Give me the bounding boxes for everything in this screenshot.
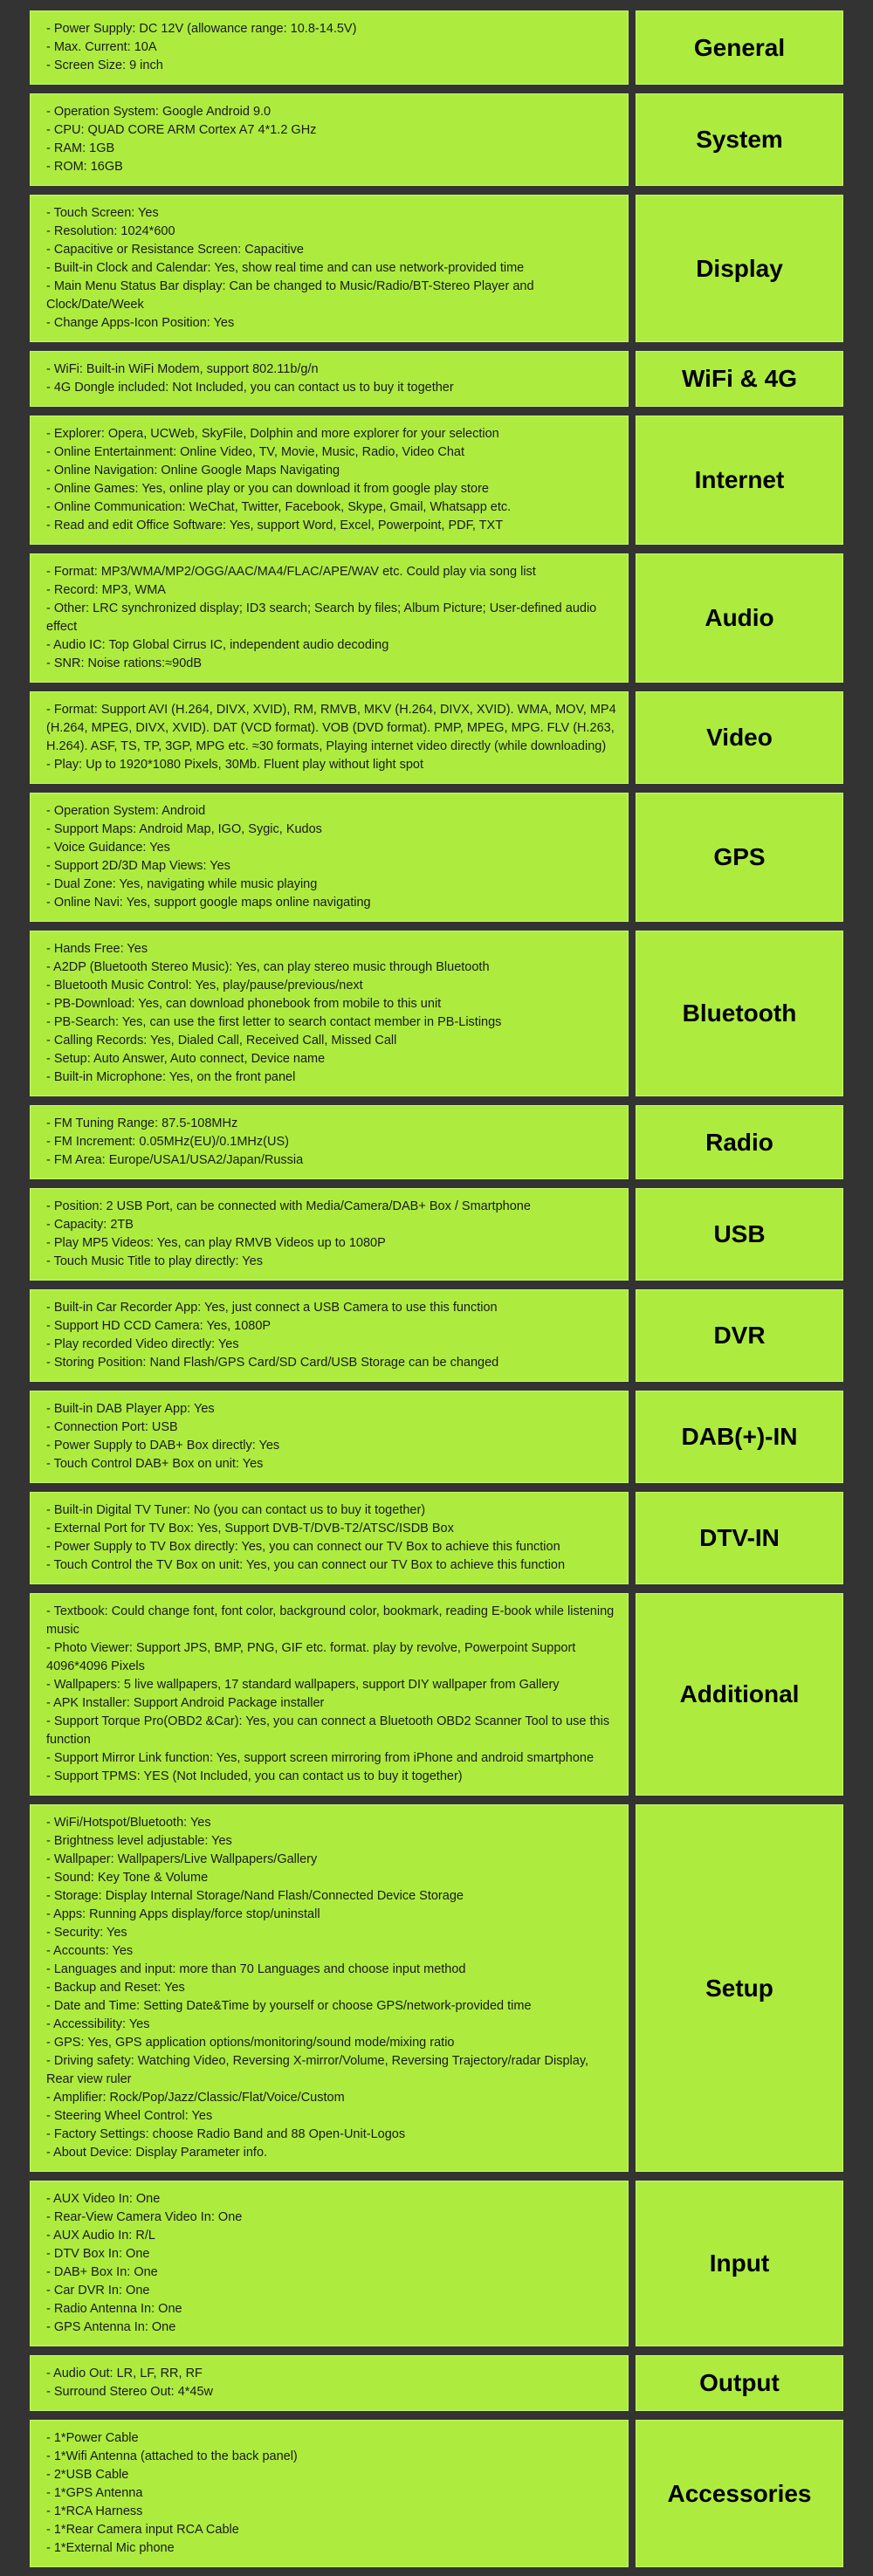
spec-line: - 1*External Mic phone <box>46 2541 175 2555</box>
spec-line: - Hands Free: Yes <box>46 942 148 956</box>
spec-line: - Audio Out: LR, LF, RR, RF <box>46 2366 203 2380</box>
spec-details <box>30 1593 629 1796</box>
spec-line: - Setup: Auto Answer, Auto connect, Device name <box>46 1052 326 1066</box>
spec-line: - 1*RCA Harness <box>46 2504 143 2518</box>
spec-category-title: Input <box>636 2181 843 2346</box>
spec-line: - Date and Time: Setting Date&Time by yourself or choose GPS/network-provided time <box>46 1999 532 2013</box>
spec-line: - Storage: Display Internal Storage/Nand Flash/Connected Device Storage <box>46 1889 464 1903</box>
spec-line: - Steering Wheel Control: Yes <box>46 2109 213 2123</box>
spec-line: - Built-in Digital TV Tuner: No (you can contact us to buy it together) <box>46 1503 426 1517</box>
spec-details <box>30 2355 629 2411</box>
spec-details <box>30 416 629 545</box>
spec-line: - FM Tuning Range: 87.5-108MHz <box>46 1116 238 1130</box>
spec-details <box>30 351 629 407</box>
spec-line: - Rear-View Camera Video In: One <box>46 2210 243 2224</box>
spec-line: - WiFi: Built-in WiFi Modem, support 802.11b/g/n <box>46 362 319 376</box>
spec-line: - PB-Search: Yes, can use the first letter to search contact member in PB-Listings <box>46 1015 502 1029</box>
spec-line: - PB-Download: Yes, can download phonebook from mobile to this unit <box>46 997 442 1011</box>
spec-row <box>30 2355 861 2411</box>
spec-category-title: System <box>636 93 843 186</box>
spec-category-title: DVR <box>636 1289 843 1382</box>
spec-category-title: Output <box>636 2355 843 2411</box>
spec-line: - 2*USB Cable <box>46 2468 129 2482</box>
spec-line: - Support Maps: Android Map, IGO, Sygic, Kudos <box>46 822 322 836</box>
spec-line: - Touch Control DAB+ Box on unit: Yes <box>46 1457 264 1471</box>
spec-row <box>30 1105 861 1179</box>
spec-details <box>30 1804 629 2172</box>
spec-line: - FM Area: Europe/USA1/USA2/Japan/Russia <box>46 1153 304 1167</box>
spec-row <box>30 793 861 922</box>
spec-line: - 1*Wifi Antenna (attached to the back panel) <box>46 2449 298 2463</box>
spec-line: - Play MP5 Videos: Yes, can play RMVB Videos up to 1080P <box>46 1236 386 1250</box>
spec-line: - WiFi/Hotspot/Bluetooth: Yes <box>46 1816 211 1830</box>
spec-line: - Support TPMS: YES (Not Included, you can contact us to buy it together) <box>46 1769 463 1783</box>
spec-line: - Touch Control the TV Box on unit: Yes, you can connect our TV Box to achieve this function <box>46 1558 566 1572</box>
spec-category-title: Radio <box>636 1105 843 1179</box>
spec-line: - SNR: Noise rations:≈90dB <box>46 656 203 670</box>
spec-row <box>30 1492 861 1584</box>
spec-line: - Built-in Microphone: Yes, on the front panel <box>46 1070 296 1084</box>
spec-line: - Support HD CCD Camera: Yes, 1080P <box>46 1319 272 1333</box>
spec-line: - Online Games: Yes, online play or you can download it from google play store <box>46 482 489 496</box>
spec-line: - External Port for TV Box: Yes, Support DVB-T/DVB-T2/ATSC/ISDB Box <box>46 1522 454 1535</box>
spec-category-title: General <box>636 10 843 85</box>
spec-details <box>30 691 629 784</box>
spec-details <box>30 93 629 186</box>
spec-line: - Main Menu Status Bar display: Can be changed to Music/Radio/BT-Stereo Player and Clock/Date/Week <box>46 279 534 312</box>
spec-row <box>30 691 861 784</box>
spec-line: - Capacity: 2TB <box>46 1218 134 1232</box>
spec-line: - Built-in Clock and Calendar: Yes, show real time and can use network-provided time <box>46 261 525 275</box>
spec-line: - Built-in DAB Player App: Yes <box>46 1402 215 1416</box>
spec-line: - Built-in Car Recorder App: Yes, just connect a USB Camera to use this function <box>46 1301 498 1315</box>
spec-details <box>30 195 629 342</box>
spec-category-title: DTV-IN <box>636 1492 843 1584</box>
spec-details <box>30 1391 629 1483</box>
spec-details <box>30 2420 629 2567</box>
spec-line: - Online Navi: Yes, support google maps online navigating <box>46 896 371 910</box>
spec-line: - Accessibility: Yes <box>46 2017 150 2031</box>
spec-line: - Connection Port: USB <box>46 1420 178 1434</box>
spec-line: - Support 2D/3D Map Views: Yes <box>46 859 230 873</box>
spec-row <box>30 1188 861 1281</box>
spec-line: - CPU: QUAD CORE ARM Cortex A7 4*1.2 GHz <box>46 123 317 137</box>
spec-line: - Power Supply to TV Box directly: Yes, you can connect our TV Box to achieve this function <box>46 1540 560 1554</box>
spec-row <box>30 2420 861 2567</box>
spec-line: - AUX Audio In: R/L <box>46 2229 155 2243</box>
spec-details <box>30 2181 629 2346</box>
spec-line: - Driving safety: Watching Video, Reversing X-mirror/Volume, Reversing Trajectory/radar Display, Rear view ruler <box>46 2054 589 2086</box>
spec-line: - Change Apps-Icon Position: Yes <box>46 316 235 330</box>
spec-line: - 4G Dongle included: Not Included, you can contact us to buy it together <box>46 381 454 395</box>
spec-line: - DTV Box In: One <box>46 2247 150 2261</box>
spec-category-title: USB <box>636 1188 843 1281</box>
spec-details <box>30 793 629 922</box>
spec-details <box>30 10 629 85</box>
spec-line: - Online Navigation: Online Google Maps Navigating <box>46 464 340 477</box>
spec-line: - Record: MP3, WMA <box>46 583 166 597</box>
spec-line: - AUX Video In: One <box>46 2192 161 2206</box>
spec-line: - APK Installer: Support Android Package installer <box>46 1696 325 1710</box>
spec-line: - Other: LRC synchronized display; ID3 search; Search by files; Album Picture; User-defined audio effect <box>46 601 597 634</box>
spec-row <box>30 416 861 545</box>
spec-category-title: WiFi & 4G <box>636 351 843 407</box>
spec-line: - Position: 2 USB Port, can be connected with Media/Camera/DAB+ Box / Smartphone <box>46 1199 531 1213</box>
spec-line: - Resolution: 1024*600 <box>46 224 175 238</box>
spec-details <box>30 553 629 683</box>
spec-line: - Format: Support AVI (H.264, DIVX, XVID), RM, RMVB, MKV (H.264, DIVX, XVID). WMA, MOV, MP4 (H.264, MPEG, DIVX, XVID). DAT (VCD format). VOB (DVD format). PMP, MPEG, MPG. FLV (H.263, H.264). ASF, TS, TP, 3GP, MPG etc. ≈30 formats, Playing internet video directly (while downloading) <box>46 703 616 753</box>
spec-line: - 1*Rear Camera input RCA Cable <box>46 2523 239 2537</box>
spec-row <box>30 1593 861 1796</box>
spec-category-title: Setup <box>636 1804 843 2172</box>
spec-row <box>30 195 861 342</box>
spec-line: - Screen Size: 9 inch <box>46 58 163 72</box>
spec-line: - Touch Music Title to play directly: Yes <box>46 1254 263 1268</box>
spec-category-title: Video <box>636 691 843 784</box>
spec-line: - Play: Up to 1920*1080 Pixels, 30Mb. Fluent play without light spot <box>46 758 424 772</box>
spec-line: - Factory Settings: choose Radio Band and 88 Open-Unit-Logos <box>46 2127 406 2141</box>
spec-row <box>30 351 861 407</box>
spec-line: - Dual Zone: Yes, navigating while music playing <box>46 877 318 891</box>
spec-details <box>30 1188 629 1281</box>
spec-category-title: Internet <box>636 416 843 545</box>
spec-line: - Format: MP3/WMA/MP2/OGG/AAC/MA4/FLAC/APE/WAV etc. Could play via song list <box>46 565 536 579</box>
spec-category-title: Accessories <box>636 2420 843 2567</box>
spec-category-title: Bluetooth <box>636 931 843 1096</box>
spec-line: - Wallpapers: 5 live wallpapers, 17 standard wallpapers, support DIY wallpaper from Gallery <box>46 1678 560 1692</box>
spec-row <box>30 1289 861 1382</box>
spec-line: - Wallpaper: Wallpapers/Live Wallpapers/Gallery <box>46 1852 318 1866</box>
spec-line: - Operation System: Android <box>46 804 206 818</box>
spec-line: - Surround Stereo Out: 4*45w <box>46 2385 214 2399</box>
spec-row <box>30 553 861 683</box>
spec-line: - DAB+ Box In: One <box>46 2265 158 2279</box>
spec-details <box>30 1105 629 1179</box>
spec-line: - RAM: 1GB <box>46 141 115 155</box>
spec-line: - Power Supply to DAB+ Box directly: Yes <box>46 1439 280 1453</box>
spec-row <box>30 2181 861 2346</box>
spec-details <box>30 1492 629 1584</box>
spec-line: - Power Supply: DC 12V (allowance range: 10.8-14.5V) <box>46 22 357 36</box>
spec-category-title: Display <box>636 195 843 342</box>
spec-line: - Support Mirror Link function: Yes, support screen mirroring from iPhone and android smartphone <box>46 1751 595 1765</box>
spec-row <box>30 931 861 1096</box>
spec-line: - Accounts: Yes <box>46 1944 134 1958</box>
spec-line: - Bluetooth Music Control: Yes, play/pause/previous/next <box>46 979 363 993</box>
spec-line: - Sound: Key Tone & Volume <box>46 1871 209 1885</box>
spec-line: - Play recorded Video directly: Yes <box>46 1337 239 1351</box>
spec-line: - 1*Power Cable <box>46 2431 139 2445</box>
spec-line: - Online Communication: WeChat, Twitter, Facebook, Skype, Gmail, Whatsapp etc. <box>46 500 512 514</box>
spec-line: - Apps: Running Apps display/force stop/uninstall <box>46 1907 320 1921</box>
spec-line: - Backup and Reset: Yes <box>46 1981 185 1995</box>
spec-line: - Storing Position: Nand Flash/GPS Card/SD Card/USB Storage can be changed <box>46 1356 499 1370</box>
spec-line: - A2DP (Bluetooth Stereo Music): Yes, can play stereo music through Bluetooth <box>46 960 490 974</box>
spec-line: - Touch Screen: Yes <box>46 206 159 220</box>
spec-row <box>30 1391 861 1483</box>
spec-category-title: Audio <box>636 553 843 683</box>
spec-line: - GPS: Yes, GPS application options/monitoring/sound mode/mixing ratio <box>46 2036 455 2050</box>
spec-row <box>30 10 861 85</box>
spec-line: - Capacitive or Resistance Screen: Capacitive <box>46 243 304 257</box>
spec-line: - Amplifier: Rock/Pop/Jazz/Classic/Flat/Voice/Custom <box>46 2091 345 2105</box>
spec-line: - Brightness level adjustable: Yes <box>46 1834 232 1848</box>
spec-line: - Car DVR In: One <box>46 2284 150 2298</box>
spec-line: - Radio Antenna In: One <box>46 2302 182 2316</box>
spec-line: - ROM: 16GB <box>46 160 123 174</box>
spec-line: - FM Increment: 0.05MHz(EU)/0.1MHz(US) <box>46 1135 289 1149</box>
spec-details <box>30 931 629 1096</box>
spec-category-title: GPS <box>636 793 843 922</box>
spec-line: - 1*GPS Antenna <box>46 2486 143 2500</box>
spec-line: - Support Torque Pro(OBD2 &Car): Yes, you can connect a Bluetooth OBD2 Scanner Tool to use this function <box>46 1714 610 1747</box>
spec-line: - Operation System: Google Android 9.0 <box>46 105 272 119</box>
spec-details <box>30 1289 629 1382</box>
spec-line: - Max. Current: 10A <box>46 40 157 54</box>
spec-row <box>30 1804 861 2172</box>
spec-category-title: DAB(+)-IN <box>636 1391 843 1483</box>
spec-line: - Textbook: Could change font, font color, background color, bookmark, reading E-book while listening music <box>46 1604 615 1637</box>
spec-row <box>30 93 861 186</box>
spec-line: - Voice Guidance: Yes <box>46 841 170 855</box>
spec-line: - Languages and input: more than 70 Languages and choose input method <box>46 1962 466 1976</box>
spec-line: - Explorer: Opera, UCWeb, SkyFile, Dolphin and more explorer for your selection <box>46 427 499 441</box>
spec-line: - Audio IC: Top Global Cirrus IC, independent audio decoding <box>46 638 389 652</box>
spec-line: - About Device: Display Parameter info. <box>46 2146 268 2160</box>
spec-line: - Read and edit Office Software: Yes, support Word, Excel, Powerpoint, PDF, TXT <box>46 519 504 532</box>
spec-category-title: Additional <box>636 1593 843 1796</box>
spec-line: - Photo Viewer: Support JPS, BMP, PNG, GIF etc. format. play by revolve, Powerpoint Support 4096*4096 Pixels <box>46 1641 576 1673</box>
spec-line: - Security: Yes <box>46 1926 127 1940</box>
spec-line: - Online Entertainment: Online Video, TV, Movie, Music, Radio, Video Chat <box>46 445 465 459</box>
spec-line: - Calling Records: Yes, Dialed Call, Received Call, Missed Call <box>46 1034 397 1048</box>
spec-line: - GPS Antenna In: One <box>46 2320 176 2334</box>
